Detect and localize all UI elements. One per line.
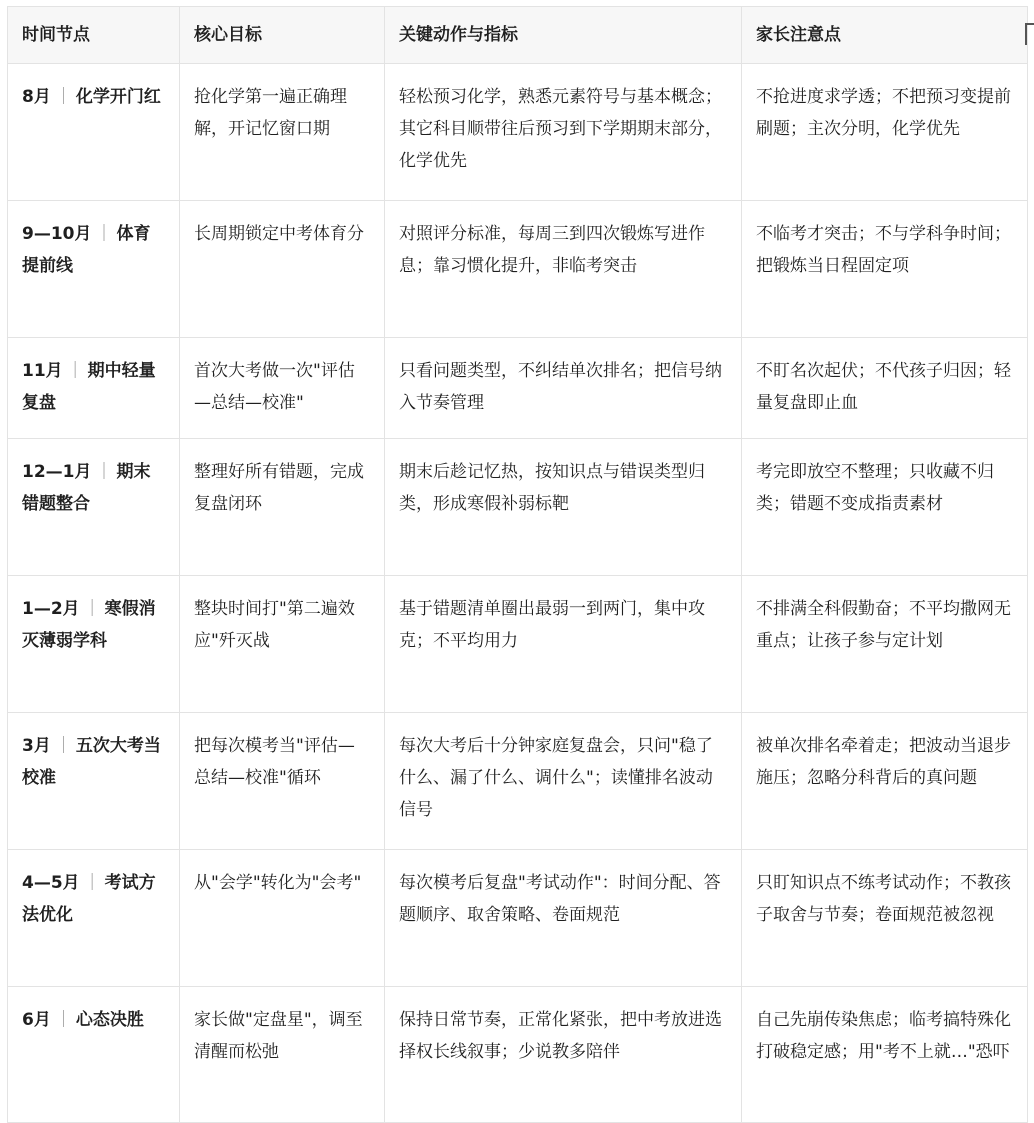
note-cell: 不盯名次起伏；不代孩子归因；轻量复盘即止血 <box>742 338 1028 439</box>
action-cell: 对照评分标准，每周三到四次锻炼写进作息；靠习惯化提升，非临考突击 <box>385 201 742 338</box>
goal-cell: 家长做"定盘星"，调至清醒而松弛 <box>180 987 385 1123</box>
table-row <box>8 64 1028 201</box>
goal-cell: 整块时间打"第二遍效应"歼灭战 <box>180 576 385 713</box>
separator: ｜ <box>95 224 113 244</box>
header-time-node: 时间节点 <box>8 7 180 64</box>
table-row <box>8 987 1028 1123</box>
month-label: 12—1月 <box>22 462 92 482</box>
month-label: 4—5月 <box>22 873 80 893</box>
stage-label: 五次大考当校准 <box>22 736 161 788</box>
action-cell: 期末后趁记忆热，按知识点与错误类型归类，形成寒假补弱标靶 <box>385 439 742 576</box>
note-cell: 考完即放空不整理；只收藏不归类；错题不变成指责素材 <box>742 439 1028 576</box>
note-cell: 不排满全科假勤奋；不平均撒网无重点；让孩子参与定计划 <box>742 576 1028 713</box>
time-node-cell <box>8 439 180 576</box>
time-node-cell <box>8 338 180 439</box>
note-cell: 自己先崩传染焦虑；临考搞特殊化打破稳定感；用"考不上就…"恐吓 <box>742 987 1028 1123</box>
note-cell: 不抢进度求学透；不把预习变提前刷题；主次分明，化学优先 <box>742 64 1028 201</box>
month-label: 9—10月 <box>22 224 92 244</box>
header-parent-notes: 家长注意点 <box>742 7 1028 64</box>
action-cell: 轻松预习化学，熟悉元素符号与基本概念；其它科目顺带往后预习到下学期期末部分，化学优先 <box>385 64 742 201</box>
month-label: 3月 <box>22 736 51 756</box>
table-header <box>8 7 1028 64</box>
stage-label: 期末错题整合 <box>22 462 151 514</box>
note-cell: 只盯知识点不练考试动作；不教孩子取舍与节奏；卷面规范被忽视 <box>742 850 1028 987</box>
month-label: 1—2月 <box>22 599 80 619</box>
table-row <box>8 201 1028 338</box>
table-row <box>8 439 1028 576</box>
time-node-cell <box>8 987 180 1123</box>
action-cell: 每次大考后十分钟家庭复盘会，只问"稳了什么、漏了什么、调什么"；读懂排名波动信号 <box>385 713 742 850</box>
separator: ｜ <box>66 361 84 381</box>
table-row <box>8 713 1028 850</box>
table-row <box>8 850 1028 987</box>
time-node-cell <box>8 64 180 201</box>
goal-cell: 首次大考做一次"评估—总结—校准" <box>180 338 385 439</box>
timeline-table-container <box>7 6 1027 1123</box>
timeline-table <box>7 6 1028 1123</box>
header-key-actions: 关键动作与指标 <box>385 7 742 64</box>
time-node-cell <box>8 576 180 713</box>
separator: ｜ <box>95 462 113 482</box>
stage-label: 体育提前线 <box>22 224 151 276</box>
goal-cell: 长周期锁定中考体育分 <box>180 201 385 338</box>
table-row <box>8 576 1028 713</box>
stage-label: 心态决胜 <box>75 1010 144 1030</box>
stage-label: 期中轻量复盘 <box>22 361 156 413</box>
table-body <box>8 64 1028 1123</box>
separator: ｜ <box>83 873 101 893</box>
table-row <box>8 338 1028 439</box>
note-cell: 不临考才突击；不与学科争时间；把锻炼当日程固定项 <box>742 201 1028 338</box>
action-cell: 基于错题清单圈出最弱一到两门，集中攻克；不平均用力 <box>385 576 742 713</box>
separator: ｜ <box>83 599 101 619</box>
scroll-bracket-icon[interactable] <box>1025 23 1034 45</box>
time-node-cell <box>8 850 180 987</box>
goal-cell: 整理好所有错题，完成复盘闭环 <box>180 439 385 576</box>
month-label: 8月 <box>22 87 51 107</box>
stage-label: 寒假消灭薄弱学科 <box>22 599 156 651</box>
goal-cell: 抢化学第一遍正确理解，开记忆窗口期 <box>180 64 385 201</box>
action-cell: 每次模考后复盘"考试动作"：时间分配、答题顺序、取舍策略、卷面规范 <box>385 850 742 987</box>
note-cell: 被单次排名牵着走；把波动当退步施压；忽略分科背后的真问题 <box>742 713 1028 850</box>
month-label: 11月 <box>22 361 63 381</box>
header-row <box>8 7 1028 64</box>
action-cell: 只看问题类型，不纠结单次排名；把信号纳入节奏管理 <box>385 338 742 439</box>
time-node-cell <box>8 201 180 338</box>
stage-label: 考试方法优化 <box>22 873 156 925</box>
action-cell: 保持日常节奏，正常化紧张，把中考放进选择权长线叙事；少说教多陪伴 <box>385 987 742 1123</box>
month-label: 6月 <box>22 1010 51 1030</box>
separator: ｜ <box>54 736 72 756</box>
goal-cell: 把每次模考当"评估—总结—校准"循环 <box>180 713 385 850</box>
stage-label: 化学开门红 <box>75 87 161 107</box>
time-node-cell <box>8 713 180 850</box>
goal-cell: 从"会学"转化为"会考" <box>180 850 385 987</box>
header-core-goal: 核心目标 <box>180 7 385 64</box>
separator: ｜ <box>54 87 72 107</box>
separator: ｜ <box>54 1010 72 1030</box>
